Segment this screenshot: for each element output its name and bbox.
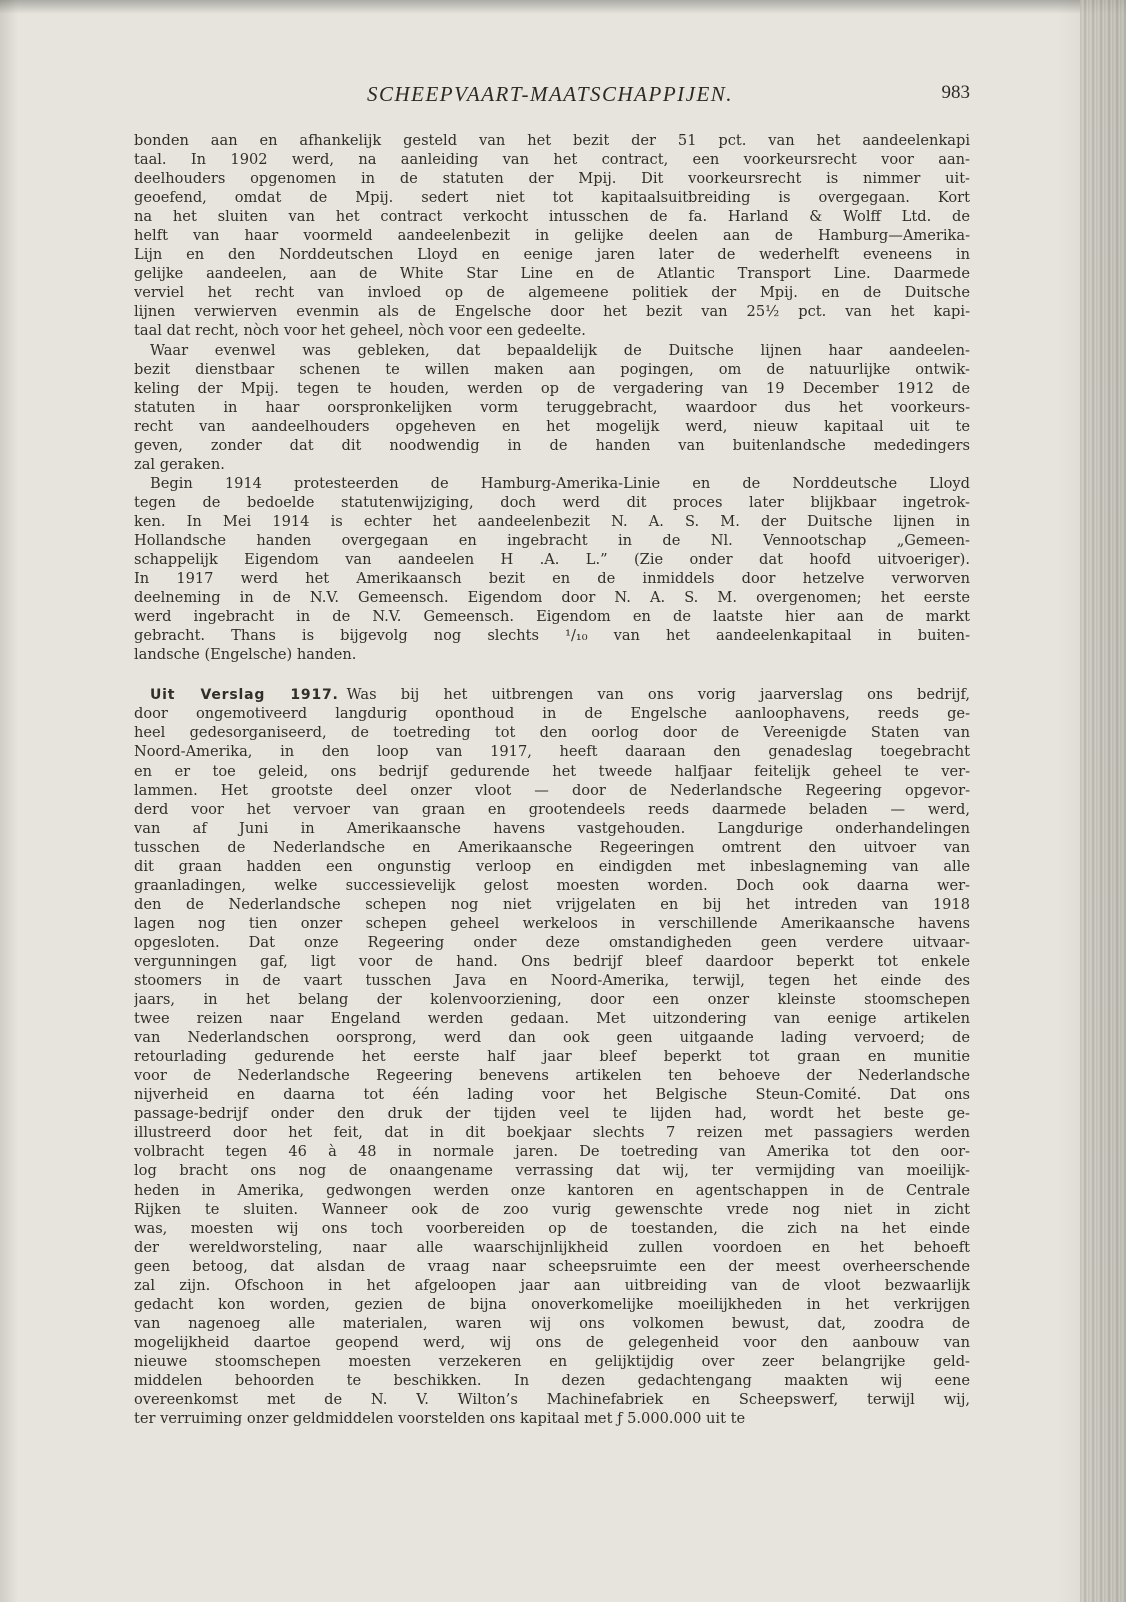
text-line: log bracht ons nog de onaangename verrassing dat wij, ter vermijding van moeilijk- xyxy=(134,1162,970,1180)
text-line: lammen. Het grootste deel onzer vloot — door de Nederlandsche Regeering opgevor- xyxy=(134,781,970,799)
text-line: gelijke aandeelen, aan de White Star Line en de Atlantic Transport Line. Daarmede xyxy=(134,265,970,283)
page-top-shadow xyxy=(0,0,1126,14)
text-line: deelhouders opgenomen in de statuten der Mpij. Dit voorkeursrecht is nimmer uit- xyxy=(134,170,970,188)
running-title: SCHEEPVAART-MAATSCHAPPIJEN. xyxy=(366,82,734,106)
text-line: gebracht. Thans is bijgevolg nog slechts ¹/₁₀ van het aandeelenkapitaal in buiten- xyxy=(134,627,970,645)
text-line: statuten in haar oorspronkelijken vorm teruggebracht, waardoor dus het voorkeurs- xyxy=(134,398,970,416)
text-line: door ongemotiveerd langdurig oponthoud in de Engelsche aanloophavens, reeds ge- xyxy=(134,705,970,723)
text-line: ken. In Mei 1914 is echter het aandeelenbezit N. A. S. M. der Duitsche lijnen in xyxy=(134,512,970,530)
text-line: deelneming in de N.V. Gemeensch. Eigendom door N. A. S. M. overgenomen; het eerste xyxy=(134,589,970,607)
text-line: van af Juni in Amerikaansche havens vastgehouden. Langdurige onderhandelingen xyxy=(134,819,970,837)
text-line: tusschen de Nederlandsche en Amerikaansche Regeeringen omtrent den uitvoer van xyxy=(134,838,970,856)
text-line: lijnen verwierven evenmin als de Engelsche door het bezit van 25½ pct. van het kapi- xyxy=(134,303,970,321)
text-line: opgesloten. Dat onze Regeering onder deze omstandigheden geen verdere uitvaar- xyxy=(134,933,970,951)
text-line: vergunningen gaf, ligt voor de hand. Ons bedrijf bleef daardoor beperkt tot enkele xyxy=(134,952,970,970)
text-line: volbracht tegen 46 à 48 in normale jaren. De toetreding van Amerika tot den oor- xyxy=(134,1143,970,1161)
text-line: middelen behoorden te beschikken. In dezen gedachtengang maakten wij eene xyxy=(134,1372,970,1389)
text-line: Begin 1914 protesteerden de Hamburg-Amerika-Linie en de Norddeutsche Lloyd xyxy=(150,474,970,492)
text-line: der wereldworsteling, naar alle waarschijnlijkheid zullen voordoen en het behoeft xyxy=(134,1238,970,1256)
text-line: schappelijk Eigendom van aandeelen H .A. L.” (Zie onder dat hoofd uitvoeriger). xyxy=(134,551,970,569)
text-line: Waar evenwel was gebleken, dat bepaaldelijk de Duitsche lijnen haar aandeelen- xyxy=(150,341,970,359)
running-head xyxy=(130,80,970,114)
text-line: geen betoog, dat alsdan de vraag naar scheepsruimte een der meest overheerschende xyxy=(134,1257,970,1275)
text-line: van nagenoeg alle materialen, waren wij ons volkomen bewust, dat, zoodra de xyxy=(134,1314,970,1332)
text-line: landsche (Engelsche) handen. xyxy=(134,646,357,664)
text-line: den de Nederlandsche schepen nog niet vrijgelaten en bij het intreden van 1918 xyxy=(134,895,970,913)
text-line: tegen de bedoelde statutenwijziging, doch werd dit proces later blijkbaar ingetrok- xyxy=(134,493,970,511)
text-line: passage-bedrijf onder den druk der tijden veel te lijden had, wordt het beste ge- xyxy=(134,1105,970,1123)
text-line: ter verruiming onzer geldmiddelen voorstelden ons kapitaal met ƒ 5.000.000 uit te xyxy=(134,1410,746,1428)
text-line: dit graan hadden een ongunstig verloop en eindigden met inbeslagneming van alle xyxy=(134,857,970,875)
text-line: heden in Amerika, gedwongen werden onze kantoren en agentschappen in de Centrale xyxy=(134,1181,970,1199)
page-number: 983 xyxy=(941,82,970,103)
text-line: Noord-Amerika, in den loop van 1917, heeft daaraan den genadeslag toegebracht xyxy=(134,743,970,761)
text-line: lagen nog tien onzer schepen geheel werkeloos in verschillende Amerikaansche havens xyxy=(134,914,970,932)
text-line: bonden aan en afhankelijk gesteld van het bezit der 51 pct. van het aandeelenkapi xyxy=(134,132,970,149)
book-edge xyxy=(1080,0,1126,1602)
text-line: voor de Nederlandsche Regeering benevens artikelen ten behoeve der Nederlandsche xyxy=(134,1067,970,1085)
text-line: retourlading gedurende het eerste half jaar bleef beperkt tot graan en munitie xyxy=(134,1048,970,1066)
text-line: derd voor het vervoer van graan en grootendeels reeds daarmede beladen — werd, xyxy=(134,800,970,818)
text-line: illustreerd door het feit, dat in dit boekjaar slechts 7 reizen met passagiers werden xyxy=(134,1124,970,1142)
text-line: was, moesten wij ons toch voorbereiden op de toestanden, die zich na het einde xyxy=(134,1219,970,1237)
paragraph xyxy=(134,474,970,664)
text-line: heel gedesorganiseerd, de toetreding tot den oorlog door de Vereenigde Staten van xyxy=(134,724,970,742)
text-line: nijverheid en daarna tot één lading voor het Belgische Steun-Comité. Dat ons xyxy=(134,1086,970,1104)
text-line: taal. In 1902 werd, na aanleiding van het contract, een voorkeursrecht voor aan- xyxy=(134,151,970,169)
text-line: geven, zonder dat dit noodwendig in de handen van buitenlandsche mededingers xyxy=(134,436,970,454)
text-line: zal geraken. xyxy=(134,455,225,473)
text-line: In 1917 werd het Amerikaansch bezit en de inmiddels door hetzelve verworven xyxy=(134,570,970,588)
section-gap xyxy=(134,664,970,685)
text-line: geoefend, omdat de Mpij. sedert niet tot kapitaalsuitbreiding is overgegaan. Kort xyxy=(134,189,970,207)
text-line: recht van aandeelhouders opgeheven en het mogelijk werd, nieuw kapitaal uit te xyxy=(134,417,970,435)
text-line: Lijn en den Norddeutschen Lloyd en eenige jaren later de wederhelft eveneens in xyxy=(134,246,970,264)
text-line: Hollandsche handen overgegaan en ingebracht in de Nl. Vennootschap „Gemeen- xyxy=(134,531,970,549)
text-line: stoomers in de vaart tusschen Java en Noord-Amerika, terwijl, tegen het einde des xyxy=(134,972,970,990)
text-line: en er toe geleid, ons bedrijf gedurende het tweede halfjaar feitelijk geheel te ver- xyxy=(134,762,970,780)
text-line: bezit dienstbaar schenen te willen maken aan pogingen, om de natuurlijke ontwik- xyxy=(134,360,970,378)
section-heading: Uit Verslag 1917. xyxy=(150,687,339,704)
paragraph xyxy=(134,685,970,1428)
text-line: Rijken te sluiten. Wanneer ook de zoo vurig gewenschte vrede nog niet in zicht xyxy=(134,1200,970,1218)
text-line: na het sluiten van het contract verkocht intusschen de fa. Harland & Wolff Ltd. de xyxy=(134,208,970,226)
text-line: helft van haar voormeld aandeelenbezit in gelijke deelen aan de Hamburg—Amerika- xyxy=(134,227,970,245)
text-line: gedacht kon worden, gezien de bijna onoverkomelijke moeilijkheden in het verkrijgen xyxy=(134,1295,970,1313)
text-line: van Nederlandschen oorsprong, werd dan ook geen uitgaande lading vervoerd; de xyxy=(134,1029,970,1047)
paragraph xyxy=(134,341,970,474)
text-line: jaars, in het belang der kolenvoorziening, door een onzer kleinste stoomschepen xyxy=(134,991,970,1009)
text-line: twee reizen naar Engeland werden gedaan. Met uitzondering van eenige artikelen xyxy=(134,1010,970,1028)
body-text xyxy=(134,131,970,1428)
text-line xyxy=(134,685,970,704)
text-line: mogelijkheid daartoe geopend werd, wij ons de gelegenheid voor den aanbouw van xyxy=(134,1333,970,1351)
text-line: keling der Mpij. tegen te houden, werden op de vergadering van 19 December 1912 de xyxy=(134,379,970,397)
text-line: taal dat recht, nòch voor het geheel, nòch voor een gedeelte. xyxy=(134,322,586,340)
text-line: graanladingen, welke successievelijk gelost moesten worden. Doch ook daarna wer- xyxy=(134,876,970,894)
text-line: verviel het recht van invloed op de algemeene politiek der Mpij. en de Duitsche xyxy=(134,284,970,302)
text-line-content: Was bij het uitbrengen van ons vorig jaarverslag ons bedrijf, xyxy=(346,686,970,704)
text-line: nieuwe stoomschepen moesten verzekeren en gelijktijdig over zeer belangrijke geld- xyxy=(134,1352,970,1370)
paragraph xyxy=(134,131,970,341)
text-line: overeenkomst met de N. V. Wilton’s Machinefabriek en Scheepswerf, terwijl wij, xyxy=(134,1391,970,1409)
text-line: zal zijn. Ofschoon in het afgeloopen jaar aan uitbreiding van de vloot bezwaarlijk xyxy=(134,1276,970,1294)
text-line: werd ingebracht in de N.V. Gemeensch. Eigendom en de laatste hier aan de markt xyxy=(134,608,970,626)
